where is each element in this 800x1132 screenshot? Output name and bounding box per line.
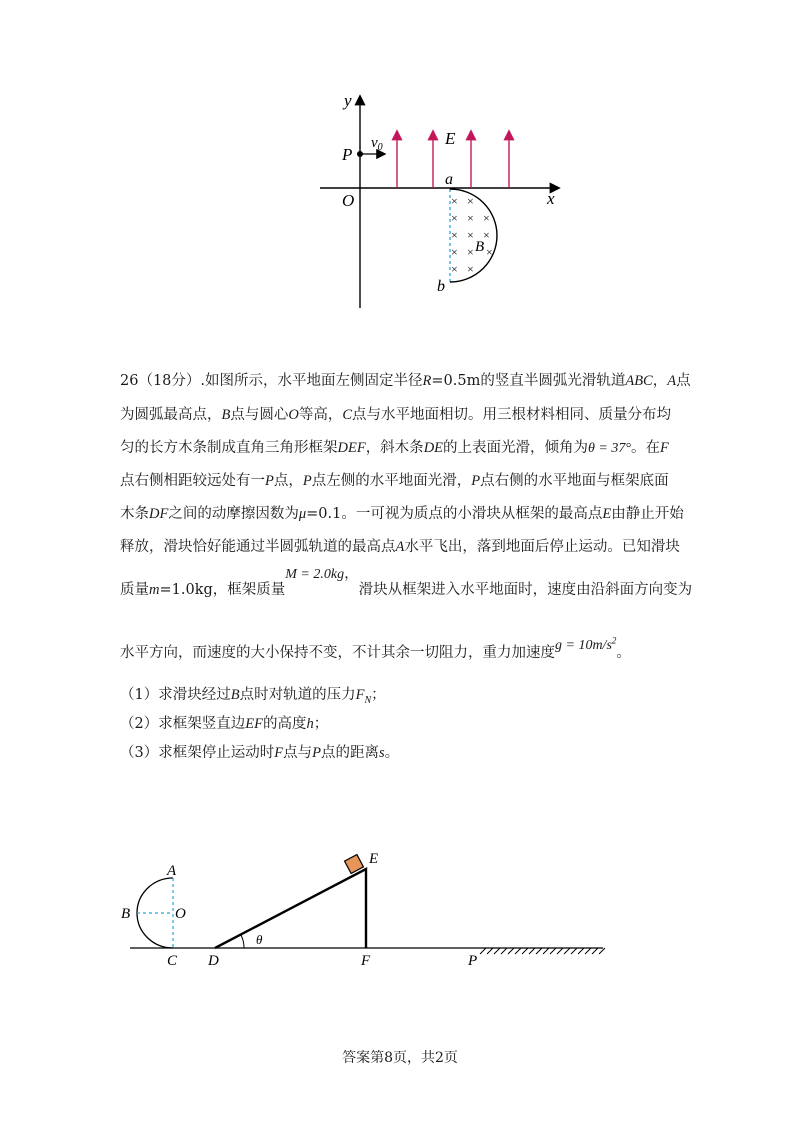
page-footer: 答案第8页，共2页 <box>342 1050 458 1066</box>
svg-text:×: × <box>486 245 493 259</box>
problem-line-2: 为圆弧最高点，B点与圆心O等高，C点与水平地面相切。用三根材料相同、质量分布均 <box>120 407 672 423</box>
label-o: O <box>175 906 186 922</box>
svg-text:×: × <box>451 194 458 208</box>
rough-ground-hatch <box>480 948 605 954</box>
svg-text:×: × <box>451 245 458 259</box>
label-c: C <box>167 953 178 969</box>
v0-label: $v_0$ <box>371 135 383 153</box>
problem-line-4: 点右侧相距较远处有一P点，P点左侧的水平地面光滑，P点右侧的水平地面与框架底面 <box>120 473 669 489</box>
svg-text:×: × <box>467 228 474 242</box>
triangle-frame <box>215 869 366 948</box>
svg-text:×: × <box>467 245 474 259</box>
frame-mass-eq: M = 2.0kg <box>285 567 345 582</box>
problem-line-1: 26（18分）.如图所示，水平地面左侧固定半径R=0.5m的竖直半圆弧光滑轨道ABC，A点 <box>120 373 691 389</box>
svg-text:×: × <box>483 228 490 242</box>
problem-line-3: 匀的长方木条制成直角三角形框架DEF，斜木条DE的上表面光滑，倾角为θ = 37°。在F <box>120 440 669 456</box>
x-axis-label: x <box>547 189 555 208</box>
problem-line-6: 释放，滑块恰好能通过半圆弧轨道的最高点A水平飞出，落到地面后停止运动。已知滑块 <box>120 539 680 555</box>
label-f: F <box>361 953 371 969</box>
y-axis-label: y <box>344 91 352 110</box>
svg-text:×: × <box>451 262 458 276</box>
question-3: （3）求框架停止运动时F点与P点的距离s。 <box>120 745 400 761</box>
label-e: E <box>369 851 379 867</box>
problem-line-7: 质量m=1.0kg，框架质量M = 2.0kg，滑块从框架进入水平地面时，速度由沿斜面方向变为 <box>120 566 693 598</box>
gravity-eq: $g = 10m/s^2$ <box>555 635 617 653</box>
question-2: （2）求框架竖直边EF的高度h； <box>120 716 329 732</box>
point-a-label: a <box>445 171 453 188</box>
figure-2-track-and-frame <box>110 845 620 975</box>
svg-text:×: × <box>451 211 458 225</box>
b-field-label: B <box>475 239 485 255</box>
svg-text:×: × <box>483 211 490 225</box>
point-p-label: P <box>342 145 353 164</box>
point-b-label: b <box>437 278 445 295</box>
angle-arc <box>241 935 244 948</box>
origin-label: O <box>342 191 355 210</box>
e-field-label: E <box>445 129 456 148</box>
question-1: （1）求滑块经过B点时对轨道的压力$F_N$； <box>120 687 386 706</box>
label-d: D <box>208 953 219 969</box>
svg-text:×: × <box>467 194 474 208</box>
label-a: A <box>167 863 177 879</box>
theta-label: θ <box>256 932 263 947</box>
problem-line-5: 木条DF之间的动摩擦因数为μ=0.1。一可视为质点的小滑块从框架的最高点E由静止开始 <box>120 506 684 522</box>
svg-text:×: × <box>451 228 458 242</box>
problem-line-8: 水平方向，而速度的大小保持不变，不计其余一切阻力，重力加速度$g = 10m/s^2$。 <box>120 635 631 661</box>
label-p: P <box>468 953 478 969</box>
label-b: B <box>121 906 131 922</box>
svg-text:×: × <box>467 262 474 276</box>
svg-text:×: × <box>467 211 474 225</box>
figure-1-field-diagram <box>300 85 580 315</box>
